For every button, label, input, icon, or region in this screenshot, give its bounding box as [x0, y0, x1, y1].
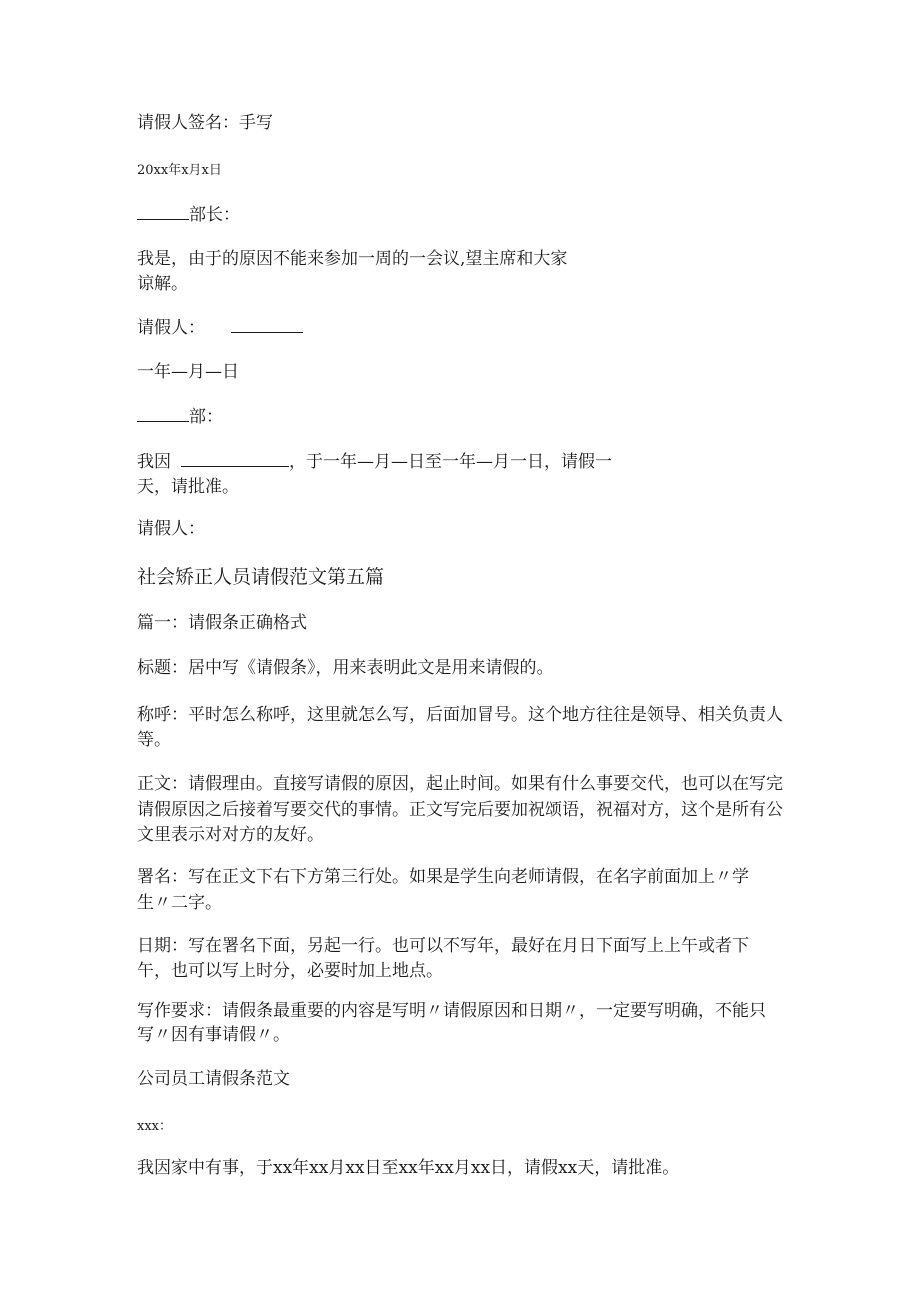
body-paragraph-line	[137, 449, 612, 476]
date-line: 一年—月—日	[137, 362, 239, 382]
addressee-line: xxx：	[137, 1119, 172, 1134]
salutation-rule-line: 等。	[137, 730, 171, 750]
part-heading: 篇一：请假条正确格式	[137, 613, 307, 633]
fill-blank	[181, 449, 289, 467]
title-rule-line: 标题：居中写《请假条》，用来表明此文是用来请假的。	[137, 658, 554, 678]
applicant-line	[137, 315, 303, 342]
date-rule-line: 日期：写在署名下面，另起一行。也可以不写年，最好在月日下面写上上午或者下	[137, 936, 749, 956]
fill-blank	[137, 404, 189, 422]
body-text: ，于一年—月—日至一年—月一日，请假一	[289, 452, 612, 472]
applicant-line: 请假人：	[137, 519, 205, 539]
body-rule-line: 正文：请假理由。直接写请假的原因，起止时间。如果有什么事要交代，也可以在写完	[137, 774, 783, 794]
company-body-line: 我因家中有事，于xx年xx月xx日至xx年xx月xx日，请假xx天，请批准。	[137, 1158, 680, 1178]
sign-rule-line: 生〃二字。	[137, 893, 222, 913]
body-prefix: 我因	[137, 452, 171, 472]
dept-head-label: 部长：	[189, 205, 240, 225]
body-rule-line: 请假原因之后接着写要交代的事情。正文写完后要加祝颂语，祝福对方，这个是所有公	[137, 800, 783, 820]
salutation-rule-line: 称呼：平时怎么称呼，这里就怎么写，后面加冒号。这个地方往往是领导、相关负责人	[137, 705, 783, 725]
signature-line: 请假人签名：手写	[137, 113, 273, 133]
fill-blank	[137, 202, 189, 220]
date-line: 20xx年x月x日	[137, 163, 222, 178]
company-title: 公司员工请假条范文	[137, 1069, 290, 1089]
body-rule-line: 文里表示对对方的友好。	[137, 825, 324, 845]
applicant-label: 请假人：	[137, 318, 205, 338]
dept-line	[137, 404, 223, 431]
section-title: 社会矫正人员请假范文第五篇	[137, 566, 385, 588]
requirement-line: 写作要求：请假条最重要的内容是写明〃请假原因和日期〃，一定要写明确，不能只	[137, 1001, 766, 1021]
requirement-line: 写〃因有事请假〃。	[137, 1025, 290, 1045]
dept-head-line	[137, 202, 240, 229]
body-paragraph-line: 天，请批准。	[137, 477, 239, 497]
date-rule-line: 午，也可以写上时分，必要时加上地点。	[137, 961, 443, 981]
body-paragraph-line: 我是，由于的原因不能来参加一周的一会议,望主席和大家	[137, 249, 568, 269]
dept-label: 部：	[189, 407, 223, 427]
sign-rule-line: 署名：写在正文下右下方第三行处。如果是学生向老师请假，在名字前面加上〃学	[137, 867, 749, 887]
fill-blank	[231, 315, 303, 333]
body-paragraph-line: 谅解。	[137, 274, 188, 294]
